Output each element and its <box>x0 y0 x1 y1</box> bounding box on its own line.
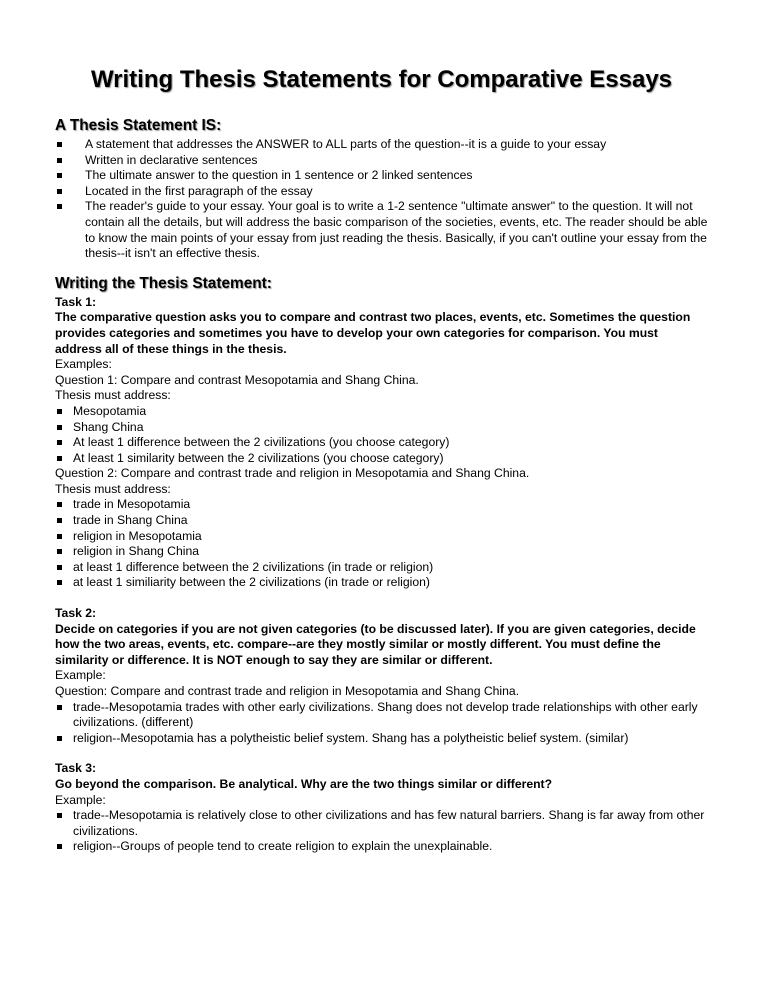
example-label: Example: <box>55 792 106 807</box>
task-3 <box>55 761 708 855</box>
section-thesis-definition <box>55 117 708 262</box>
task-label: Task 3: <box>55 761 97 776</box>
task-instruction: Go beyond the comparison. Be analytical. Why are the two things similar or different? <box>55 776 553 791</box>
section-heading: Writing the Thesis Statement: <box>55 274 272 292</box>
list-item: trade in Mesopotamia <box>55 497 708 513</box>
comparison-list <box>55 700 708 747</box>
list-item: trade in Shang China <box>55 513 708 529</box>
document-title: Writing Thesis Statements for Comparative Essays <box>90 66 673 93</box>
question-text: Question 2: Compare and contrast trade and religion in Mesopotamia and Shang China. <box>55 466 530 481</box>
list-item: Written in declarative sentences <box>55 153 708 169</box>
list-item: At least 1 difference between the 2 civilizations (you choose category) <box>55 435 708 451</box>
analysis-list <box>55 808 708 855</box>
list-item: at least 1 similiarity between the 2 civilizations (in trade or religion) <box>55 575 708 591</box>
task-2 <box>55 606 708 746</box>
example-label: Example: <box>55 668 106 683</box>
list-item: Located in the first paragraph of the essay <box>55 184 708 200</box>
list-item: religion--Mesopotamia has a polytheistic belief system. Shang has a polytheistic belief system. (similar) <box>55 731 708 747</box>
section-writing-thesis <box>55 275 708 855</box>
question-text: Question 1: Compare and contrast Mesopotamia and Shang China. <box>55 372 419 387</box>
task-instruction: The comparative question asks you to compare and contrast two places, events, etc. Sometimes the question provides categories and sometimes you have to develop your own categories for comparison. You must address all of these things in the thesis. <box>55 310 691 356</box>
section-heading: A Thesis Statement IS: <box>55 117 222 134</box>
task-1 <box>55 295 708 591</box>
list-item: trade--Mesopotamia is relatively close to other civilizations and has few natural barriers. Shang is far away from other civilizations. <box>55 808 708 839</box>
thesis-must-label: Thesis must address: <box>55 388 171 403</box>
list-item: The ultimate answer to the question in 1 sentence or 2 linked sentences <box>55 168 708 184</box>
list-item: Shang China <box>55 420 708 436</box>
requirement-list <box>55 497 708 591</box>
list-item: religion in Mesopotamia <box>55 529 708 545</box>
task-instruction: Decide on categories if you are not given categories (to be discussed later). If you are given categories, decide how the two areas, events, etc. compare--are they mostly similar or mostly different. You must define the similarity or difference. It is NOT enough to say they are similar or different. <box>55 621 696 667</box>
list-item: religion in Shang China <box>55 544 708 560</box>
requirement-list <box>55 404 708 466</box>
task-label: Task 1: <box>55 294 97 309</box>
task-label: Task 2: <box>55 606 97 621</box>
definition-list <box>55 137 708 262</box>
list-item: At least 1 similarity between the 2 civilizations (you choose category) <box>55 451 708 467</box>
list-item: A statement that addresses the ANSWER to ALL parts of the question--it is a guide to your essay <box>55 137 708 153</box>
list-item: The reader's guide to your essay. Your goal is to write a 1-2 sentence "ultimate answer" to the question. It will not contain all the details, but will address the basic comparison of the societies, events, etc. The reader should be able to know the main points of your essay from just reading the thesis. Basically, if you can't outline your essay from the thesis--it isn't an effective thesis. <box>55 199 708 261</box>
examples-label: Examples: <box>55 357 112 372</box>
thesis-must-label: Thesis must address: <box>55 481 171 496</box>
list-item: religion--Groups of people tend to create religion to explain the unexplainable. <box>55 839 708 855</box>
question-text: Question: Compare and contrast trade and religion in Mesopotamia and Shang China. <box>55 684 520 698</box>
list-item: Mesopotamia <box>55 404 708 420</box>
list-item: trade--Mesopotamia trades with other early civilizations. Shang does not develop trade relationships with other early civilizations. (different) <box>55 700 708 731</box>
list-item: at least 1 difference between the 2 civilizations (in trade or religion) <box>55 560 708 576</box>
